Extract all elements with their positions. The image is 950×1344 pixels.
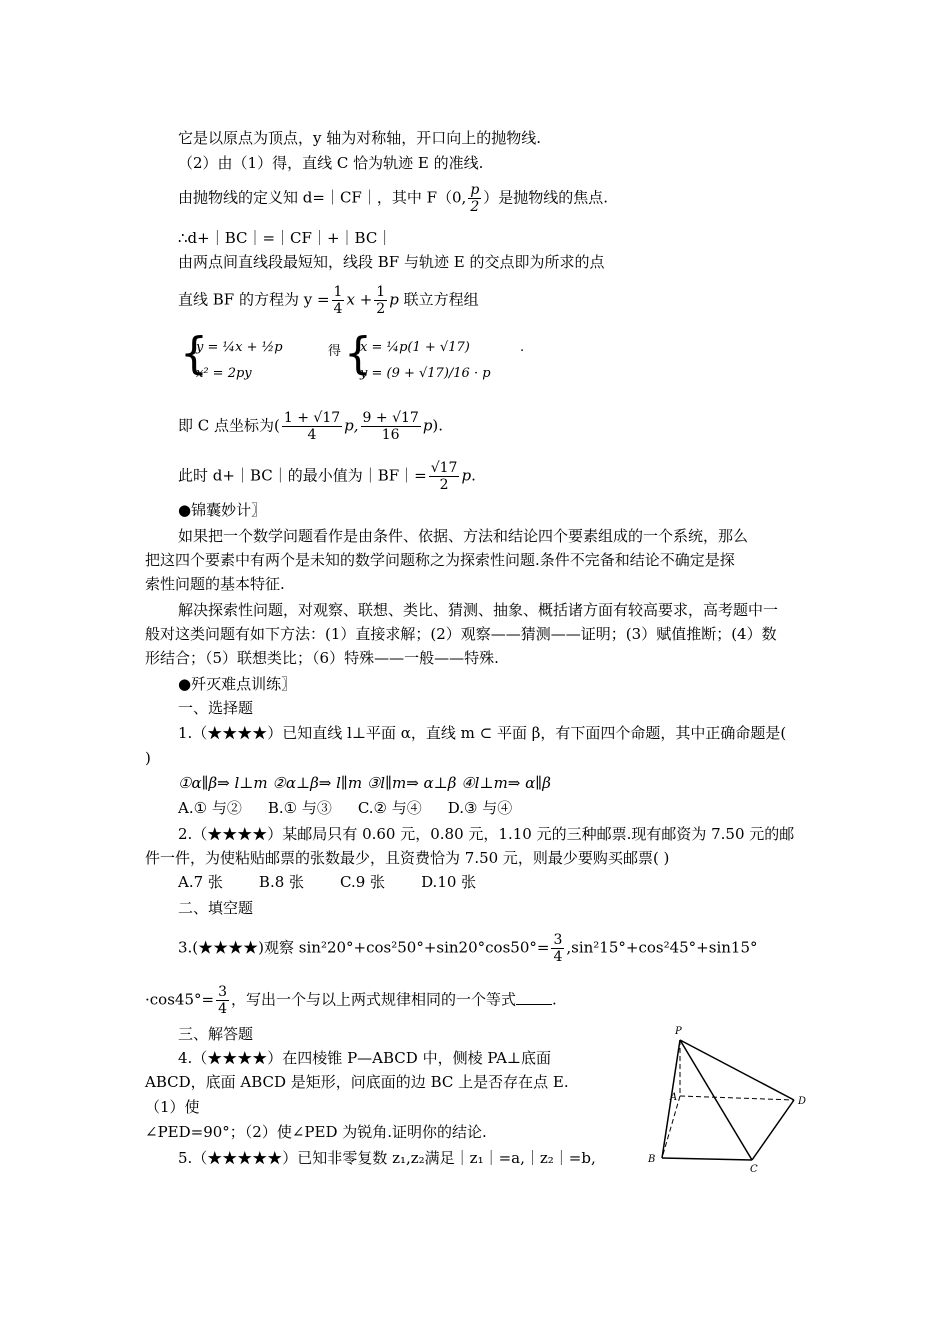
label-B: B [648,1154,656,1165]
part-heading: 三、解答题 [178,1025,254,1043]
label-A: A [670,1092,678,1103]
text-line: 由抛物线的定义知 d=｜CF｜，其中 F（0, $\frac{p}{2}$ ）是抛物线的焦点. [178,182,609,215]
label-P: P [675,1026,682,1037]
question-3: 3.(★★★★)观察 sin²20°+cos²50°+sin20°cos50°= $\frac{3}{4}$ ,sin²15°+cos²45°+sin15° [178,932,758,965]
fraction-3-over-4: $\frac{3}{4}$ [218,984,227,1017]
paragraph-line: 索性问题的基本特征. [145,575,285,593]
fraction-1-over-2: $\frac{1}{2}$ [376,284,386,317]
answer-blank[interactable] [516,990,552,1005]
fraction-p-over-2: $\frac{p}{2}$ [470,182,480,215]
fraction-3-over-4: $\frac{3}{4}$ [553,932,563,965]
text-line: 它是以原点为顶点，y 轴为对称轴，开口向上的抛物线. [178,129,542,147]
question-1: 1.（★★★★）已知直线 l⊥平面 α，直线 m ⊂ 平面 β，有下面四个命题，其中正确命题是( [178,724,787,742]
section-title: ●锦囊妙计〗 [178,501,267,519]
question-4-cont: （1）使 [145,1098,200,1116]
paragraph-line: 般对这类问题有如下方法：(1）直接求解；(2）观察——猜测——证明；(3）赋值推断；(4）数 [145,625,777,643]
fraction-bf: $\frac{√17}{2}$ [430,460,458,493]
question-5: 5.（★★★★★）已知非零复数 z₁,z₂满足｜z₁｜=a,｜z₂｜=b, [178,1149,596,1167]
text-line: 此时 d+｜BC｜的最小值为｜BF｜= $\frac{√17}{2}$ p. [178,460,476,493]
question-3-cont: ·cos45°= $\frac{3}{4}$ ，写出一个与以上两式规律相同的一个等式 . [145,984,557,1017]
paragraph-line: 解决探索性问题，对观察、联想、类比、猜测、抽象、概括诸方面有较高要求，高考题中一 [178,601,779,619]
question-2: 2.（★★★★）某邮局只有 0.60 元，0.80 元，1.10 元的三种邮票.现有邮资为 7.50 元的邮 [178,825,795,843]
fraction-c-x: $\frac{1 + √17}{4}$ [283,410,341,443]
question-1-options: A.① 与② B.① 与③ C.② 与④ D.③ 与④ [178,799,513,817]
paragraph-line: 形结合；（5）联想类比；（6）特殊——一般——特殊. [145,649,499,667]
text-line: 由两点间直线段最短知，线段 BF 与轨迹 E 的交点即为所求的点 [178,253,605,271]
paragraph-line: 把这四个要素中有两个是未知的数学问题称之为探索性问题.条件不完备和结论不确定是探 [145,551,735,569]
part-heading: 二、填空题 [178,899,254,917]
question-1-cont: ) [145,749,151,767]
label-D: D [798,1096,807,1107]
pyramid-figure [618,1018,818,1178]
fraction-c-y: $\frac{9 + √17}{16}$ [362,410,419,443]
text-line: ∴d+｜BC｜=｜CF｜+｜BC｜ [178,229,393,247]
text-line: 直线 BF 的方程为 y = $\frac{1}{4}$ x + $\frac{1}{2}$ p 联立方程组 [178,284,479,317]
question-4-cont: ABCD，底面 ABCD 是矩形，问底面的边 BC 上是否存在点 E. [145,1073,569,1091]
part-heading: 一、选择题 [178,699,254,717]
section-title: ●歼灭难点训练〗 [178,675,297,693]
text-line: （2）由（1）得，直线 C 恰为轨迹 E 的准线. [178,154,484,172]
fraction-1-over-4: $\frac{1}{4}$ [333,284,343,317]
question-4-cont: ∠PED=90°；（2）使∠PED 为锐角.证明你的结论. [145,1123,487,1141]
question-2-cont: 件一件，为使粘贴邮票的张数最少，且资费恰为 7.50 元，则最少要购买邮票( ) [145,849,670,867]
paragraph-line: 如果把一个数学问题看作是由条件、依据、方法和结论四个要素组成的一个系统，那么 [178,527,749,545]
label-C: C [750,1164,758,1175]
question-4: 4.（★★★★）在四棱锥 P—ABCD 中，侧棱 PA⊥底面 [178,1049,552,1067]
text-line: 即 C 点坐标为( $\frac{1 + √17}{4}$ p, $\frac{9 + √17}{16}$ p). [178,410,444,443]
question-1-propositions: ①α∥β⇒ l⊥m ②α⊥β⇒ l∥m ③l∥m⇒ α⊥β ④l⊥m⇒ α∥β [178,774,551,792]
question-2-options: A.7 张 B.8 张 C.9 张 D.10 张 [178,873,477,891]
